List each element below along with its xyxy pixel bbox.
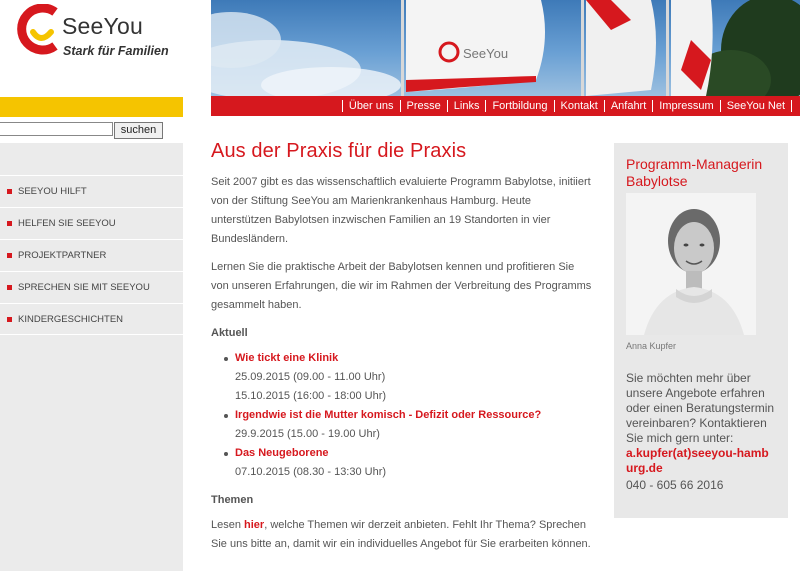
sidebar-item-label: SEEYOU HILFT	[18, 186, 87, 197]
bullet-icon	[224, 452, 228, 456]
top-nav-ueber-uns[interactable]: Über uns	[342, 100, 400, 112]
event-item	[222, 349, 593, 406]
event-item	[222, 406, 593, 444]
event-link[interactable]: Wie tickt eine Klinik	[235, 352, 339, 364]
event-date: 25.09.2015 (09.00 - 11.00 Uhr)	[235, 371, 386, 383]
contact-text: Sie möchten mehr über unsere Angebote erfahren oder einen Beratungstermin vereinbaren? Kontaktieren Sie mich gern unter:	[626, 371, 775, 445]
event-link[interactable]: Das Neugeborene	[235, 447, 329, 459]
practice-paragraph: Lernen Sie die praktische Arbeit der Babylotsen kennen und profitieren Sie von unseren Erfahrungen, die wir im Rahmen der Verbreitung des Programms gesammelt haben.	[211, 261, 592, 311]
page-title: Aus der Praxis für die Praxis	[211, 140, 467, 162]
themen-heading: Themen	[211, 494, 254, 506]
top-nav-impressum[interactable]: Impressum	[652, 100, 719, 112]
portrait-caption: Anna Kupfer	[626, 341, 677, 351]
sidebar-item-label: HELFEN SIE SEEYOU	[18, 218, 116, 229]
sidebar-item-helfen-sie-seeyou[interactable]	[0, 207, 183, 239]
sidebar-nav	[0, 143, 183, 571]
sidebar-item-label: SPRECHEN SIE MIT SEEYOU	[18, 282, 150, 293]
events-list	[222, 349, 593, 482]
sidebar-nav-list	[0, 175, 183, 335]
intro-paragraph: Seit 2007 gibt es das wissenschaftlich evaluierte Programm Babylotse, initiiert von der Stiftung SeeYou am Marienkrankenhaus Hamburg. Heute unterstützen Babylotsen inzwischen Familien an 19 Standorten in vier Bundesländern.	[211, 176, 591, 245]
sidebar-item-seeyou-hilft[interactable]	[0, 175, 183, 207]
bullet-icon	[7, 221, 12, 226]
aktuell-heading: Aktuell	[211, 327, 248, 339]
bullet-icon	[224, 414, 228, 418]
contact-phone: 040 - 605 66 2016	[626, 478, 724, 492]
bullet-icon	[7, 285, 12, 290]
seeyou-logo[interactable]	[15, 4, 175, 64]
sidebar-item-sprechen-sie-mit-seeyou[interactable]	[0, 271, 183, 303]
main-content	[211, 140, 593, 563]
event-date: 15.10.2015 (16:00 - 18:00 Uhr)	[235, 390, 387, 402]
logo-tagline: Stark für Familien	[63, 44, 169, 58]
sidebar-item-kindergeschichten[interactable]	[0, 303, 183, 335]
top-nav-kontakt[interactable]: Kontakt	[554, 100, 604, 112]
logo-name: SeeYou	[62, 13, 143, 39]
top-nav	[211, 96, 800, 116]
contact-sidebar	[614, 143, 788, 518]
person-portrait-image	[626, 193, 756, 335]
sidebar-item-projektpartner[interactable]	[0, 239, 183, 271]
themen-text-after: , welche Themen wir derzeit anbieten. Fehlt Ihr Thema? Sprechen Sie uns bitte an, damit wir ein individuelles Angebot für Sie erarbeiten können.	[211, 519, 591, 550]
sidebar-item-label: PROJEKTPARTNER	[18, 250, 107, 261]
yellow-bar	[0, 97, 183, 117]
themen-link[interactable]: hier	[244, 519, 265, 531]
bullet-icon	[7, 317, 12, 322]
top-nav-seeyou-net[interactable]: SeeYou Net	[720, 100, 792, 112]
contact-title: Programm-Managerin Babylotse	[626, 156, 763, 189]
bullet-icon	[7, 189, 12, 194]
top-nav-fortbildung[interactable]: Fortbildung	[485, 100, 553, 112]
contact-email-link[interactable]: a.kupfer(at)seeyou-hamburg.de	[626, 446, 769, 475]
search-input[interactable]	[0, 122, 113, 136]
svg-text:SeeYou: SeeYou	[463, 46, 509, 61]
contact-portrait	[626, 193, 756, 335]
event-item	[222, 444, 593, 482]
top-nav-anfahrt[interactable]: Anfahrt	[604, 100, 652, 112]
top-nav-links[interactable]: Links	[447, 100, 486, 112]
themen-paragraph	[211, 516, 593, 554]
bullet-icon	[224, 357, 228, 361]
left-column	[0, 0, 183, 571]
search-button[interactable]: suchen	[114, 122, 163, 139]
bullet-icon	[7, 253, 12, 258]
event-link[interactable]: Irgendwie ist die Mutter komisch - Defizit oder Ressource?	[235, 409, 542, 421]
event-date: 29.9.2015 (15.00 - 19.00 Uhr)	[235, 428, 380, 440]
top-nav-presse[interactable]: Presse	[400, 100, 447, 112]
header-photo	[211, 0, 800, 96]
sidebar-item-label: KINDERGESCHICHTEN	[18, 313, 124, 325]
event-date: 07.10.2015 (08.30 - 13:30 Uhr)	[235, 466, 387, 478]
flags-photo	[211, 0, 800, 96]
themen-text-before: Lesen	[211, 519, 245, 531]
logo-mark-icon	[15, 4, 63, 56]
search-bar	[0, 121, 183, 139]
